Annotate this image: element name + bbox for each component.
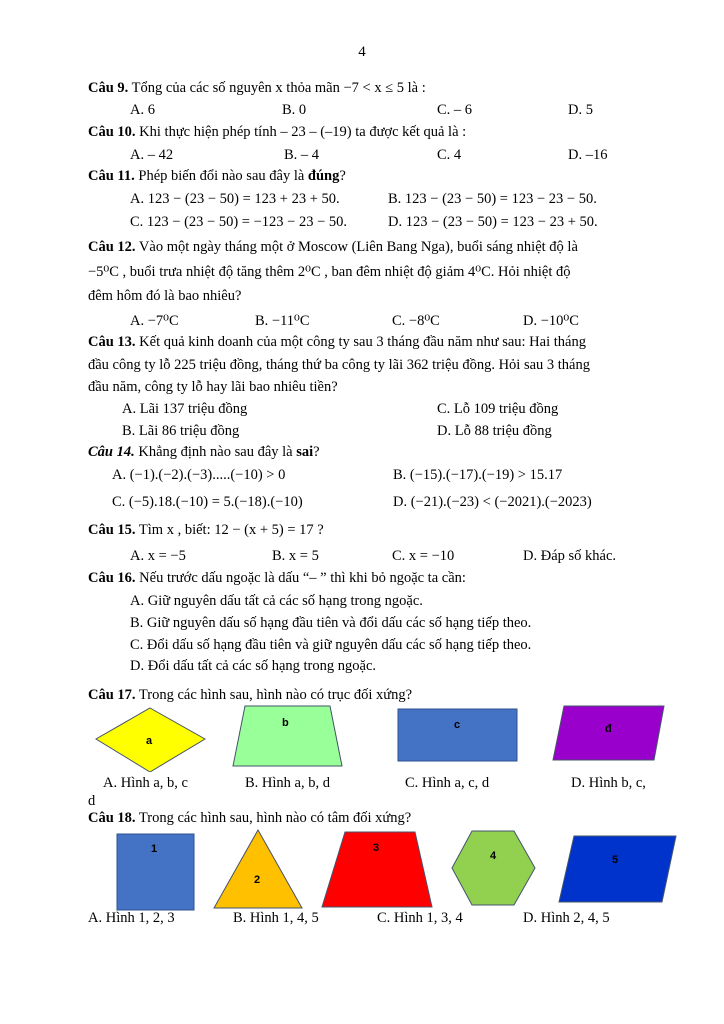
q17-figures — [0, 700, 724, 772]
question-label: Câu 16. — [88, 570, 136, 586]
option: B. x = 5 — [272, 548, 319, 564]
option: B. 0 — [282, 102, 307, 118]
question-label: Câu 15. — [88, 522, 136, 538]
question-text-line: đêm hôm đó là bao nhiêu? — [88, 288, 242, 304]
shape-label: 4 — [490, 850, 497, 862]
option: A. – 42 — [130, 147, 174, 163]
option: D. Đáp số khác. — [523, 548, 617, 564]
option: C. −8⁰C — [392, 313, 440, 329]
question-label: Câu 14. — [88, 444, 135, 460]
option: B. 123 − (23 − 50) = 123 − 23 − 50. — [388, 191, 597, 207]
option: B. Lãi 86 triệu đồng — [122, 423, 240, 439]
option: A. Hình a, b, c — [103, 775, 188, 791]
option: D. 5 — [568, 102, 593, 118]
question-text: Tổng của các số nguyên x thỏa mãn −7 < x ≤ 5 là : — [131, 80, 426, 96]
shape-label: 5 — [612, 854, 619, 866]
question-text-line: đầu công ty lỗ 225 triệu đồng, tháng thứ ba công ty lãi 362 triệu đồng. Hỏi sau 3 tháng — [88, 357, 590, 373]
shape-label: b — [282, 717, 289, 729]
option: C. Đổi dấu số hạng đầu tiên và giữ nguyên dấu các số hạng tiếp theo. — [130, 637, 532, 653]
question-text: Nếu trước dấu ngoặc là dấu “– ” thì khi bỏ ngoặc ta cần: — [139, 570, 466, 586]
question-label: Câu 17. — [88, 687, 136, 703]
option: C. x = −10 — [392, 548, 455, 564]
question-text: Tìm x , biết: 12 − (x + 5) = 17 ? — [138, 522, 324, 538]
trapezoid-b — [233, 706, 342, 766]
question-text: Kết quả kinh doanh của một công ty sau 3 tháng đầu năm như sau: Hai tháng — [139, 334, 586, 350]
option: D. Hình 2, 4, 5 — [523, 910, 610, 926]
option: B. (−15).(−17).(−19) > 15.17 — [393, 467, 563, 483]
option: A. (−1).(−2).(−3).....(−10) > 0 — [112, 467, 286, 483]
option: C. – 6 — [437, 102, 473, 118]
option: D. Lỗ 88 triệu đồng — [437, 423, 552, 439]
question-end: ? — [339, 168, 346, 184]
option: B. Hình 1, 4, 5 — [233, 910, 319, 926]
shape-label: 3 — [373, 842, 380, 854]
question-text: Trong các hình sau, hình nào có trục đối xứng? — [138, 687, 413, 703]
triangle-2 — [214, 830, 302, 908]
shape-label: c — [454, 719, 461, 731]
parallelogram-d — [553, 706, 664, 760]
question-10 — [88, 124, 466, 141]
trapezoid-3 — [322, 832, 432, 907]
option: C. Hình 1, 3, 4 — [377, 910, 463, 926]
question-label: Câu 9. — [88, 80, 129, 96]
option: A. −7⁰C — [130, 313, 179, 329]
question-text: Vào một ngày tháng một ở Moscow (Liên Bang Nga), buổi sáng nhiệt độ là — [138, 239, 578, 255]
page-number: 4 — [358, 44, 366, 60]
shape-label: đ — [605, 723, 612, 735]
option: A. Hình 1, 2, 3 — [88, 910, 175, 926]
question-text: Trong các hình sau, hình nào có tâm đối xứng? — [138, 810, 412, 826]
question-text-line: −5⁰C , buổi trưa nhiệt độ tăng thêm 2⁰C , ban đêm nhiệt độ giảm 4⁰C. Hỏi nhiệt độ — [88, 264, 571, 280]
option: C. (−5).18.(−10) = 5.(−18).(−10) — [112, 494, 303, 510]
option: B. Hình a, b, d — [245, 775, 330, 791]
question-label: Câu 11. — [88, 168, 135, 184]
question-label: Câu 12. — [88, 239, 136, 255]
option: B. – 4 — [284, 147, 320, 163]
question-18 — [88, 810, 411, 827]
option: D. Đổi dấu tất cả các số hạng trong ngoặc. — [130, 658, 377, 674]
question-label: Câu 10. — [88, 124, 136, 140]
option: A. Giữ nguyên dấu tất cả các số hạng trong ngoặc. — [130, 593, 423, 609]
option: D. Hình b, c, — [571, 775, 646, 791]
question-13 — [88, 334, 586, 351]
parallelogram-5 — [559, 836, 676, 902]
hexagon-4 — [452, 831, 535, 905]
option-wrap: d — [88, 793, 96, 809]
question-text: Khẳng định nào sau đây là — [138, 444, 293, 460]
question-12 — [88, 239, 658, 256]
option: D. –16 — [568, 147, 608, 163]
option: C. Lỗ 109 triệu đồng — [437, 401, 559, 417]
question-16 — [88, 570, 466, 587]
question-14 — [88, 444, 320, 461]
option: A. Lãi 137 triệu đồng — [122, 401, 248, 417]
rhombus-a — [96, 708, 205, 772]
question-15 — [88, 522, 324, 539]
question-label: Câu 13. — [88, 334, 136, 350]
square-1 — [117, 834, 194, 910]
question-text-line: đầu năm, công ty lỗ hay lãi bao nhiêu tiền? — [88, 379, 338, 395]
question-text: Phép biến đổi nào sau đây là — [138, 168, 305, 184]
question-9 — [88, 80, 426, 97]
option: C. 123 − (23 − 50) = −123 − 23 − 50. — [130, 214, 348, 230]
option: A. 123 − (23 − 50) = 123 + 23 + 50. — [130, 191, 340, 207]
question-end: ? — [313, 444, 320, 460]
shape-label: a — [146, 735, 153, 747]
emphasis: đúng — [307, 168, 340, 184]
option: D. 123 − (23 − 50) = 123 − 23 + 50. — [388, 214, 598, 230]
q18-figures — [0, 828, 724, 912]
shape-label: 1 — [151, 843, 158, 855]
question-text: Khi thực hiện phép tính – 23 – (–19) ta được kết quả là : — [139, 124, 467, 140]
option: B. −11⁰C — [255, 313, 310, 329]
option: A. 6 — [130, 102, 155, 118]
option: A. x = −5 — [130, 548, 186, 564]
option: D. (−21).(−23) < (−2021).(−2023) — [393, 494, 592, 510]
option: C. 4 — [437, 147, 462, 163]
question-label: Câu 18. — [88, 810, 136, 826]
option: D. −10⁰C — [523, 313, 579, 329]
option: C. Hình a, c, d — [405, 775, 490, 791]
question-11 — [88, 168, 346, 185]
emphasis: sai — [296, 444, 314, 460]
option: B. Giữ nguyên dấu số hạng đầu tiên và đổi dấu các số hạng tiếp theo. — [130, 615, 532, 631]
shape-label: 2 — [254, 874, 261, 886]
rectangle-c — [398, 709, 517, 761]
